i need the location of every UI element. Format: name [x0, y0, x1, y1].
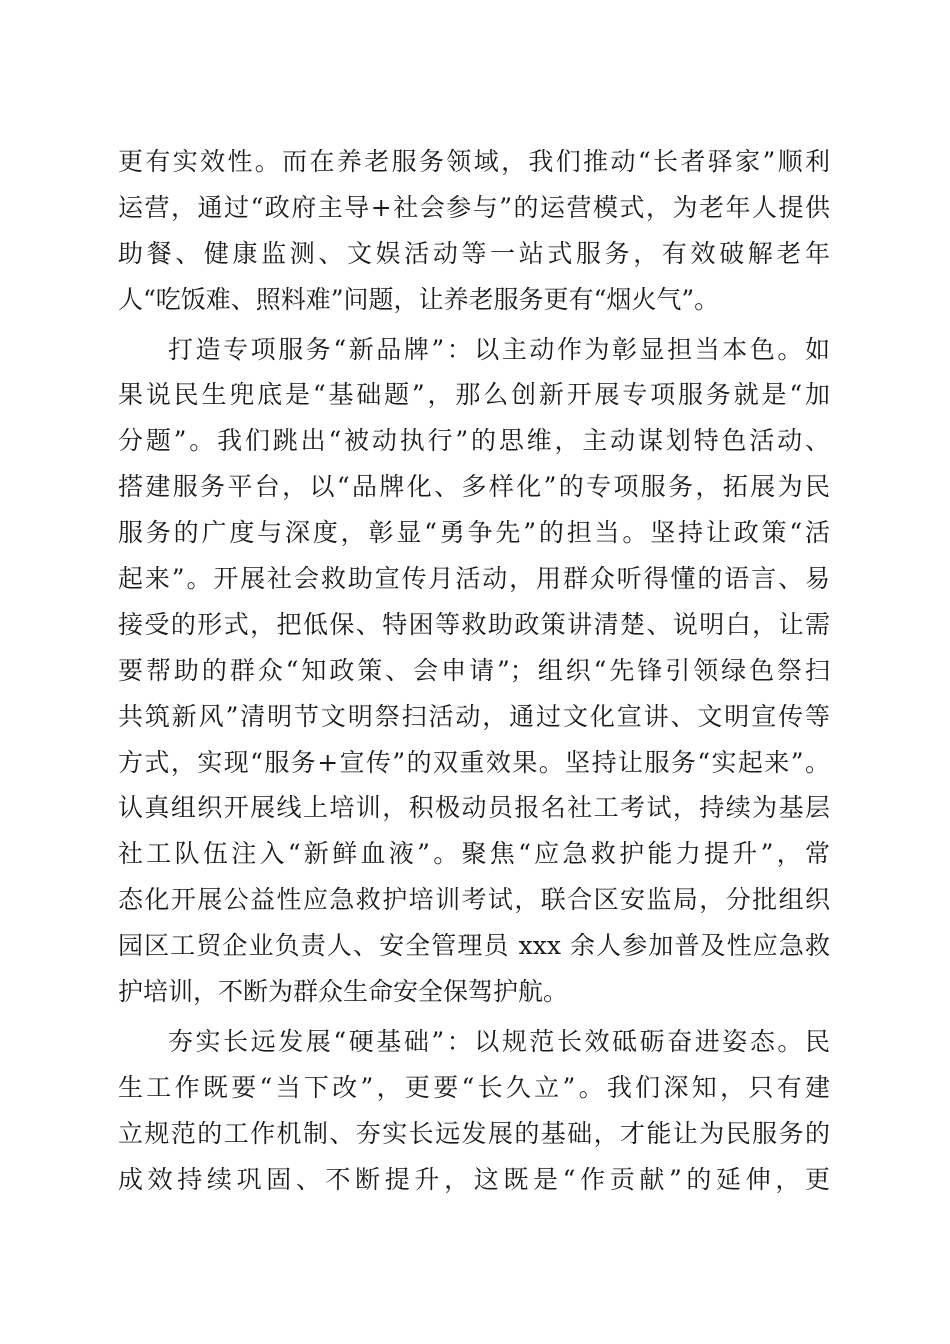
text-line: 社工队伍注入“新鲜血液”。聚焦“应急救护能力提升”，常	[118, 839, 830, 869]
text-line: 共筑新风”清明节文明祭扫活动，通过文化宣讲、文明宣传等	[118, 701, 830, 731]
text-line: 分题”。我们跳出“被动执行”的思维，主动谋划特色活动、	[118, 426, 830, 456]
text-line: 果说民生兜底是“基础题”，那么创新开展专项服务就是“加	[118, 380, 830, 410]
text-line: 更有实效性。而在养老服务领域，我们推动“长者驿家”顺利	[118, 147, 830, 176]
text-line: 认真组织开展线上培训，积极动员报名社工考试，持续为基层	[118, 793, 830, 823]
text-line: 夯实长远发展“硬基础”：以规范长效砥砺奋进姿态。民	[168, 1026, 830, 1056]
paragraph-long-term-foundation	[118, 1019, 830, 1203]
text-line: 园区工贸企业负责人、安全管理员 xxx 余人参加普及性应急救	[118, 931, 830, 961]
text-line: 服务的广度与深度，彰显“勇争先”的担当。坚持让政策“活	[118, 518, 830, 548]
paragraph-special-services	[118, 327, 830, 1015]
text-line: 态化开展公益性应急救护培训考试，联合区安监局，分批组织	[118, 885, 830, 915]
text-line: 运营，通过“政府主导+社会参与”的运营模式，为老年人提供	[118, 192, 830, 222]
paragraph-elder-care	[118, 139, 830, 323]
text-line: 护培训，不断为群众生命安全保驾护航。	[118, 977, 569, 1007]
text-line: 成效持续巩固、不断提升，这既是“作贡献”的延伸，更	[118, 1164, 830, 1194]
text-line: 要帮助的群众“知政策、会申请”；组织“先锋引领绿色祭扫	[118, 655, 830, 685]
text-line: 立规范的工作机制、夯实长远发展的基础，才能让为民服务的	[118, 1118, 830, 1148]
text-line: 搭建服务平台，以“品牌化、多样化”的专项服务，拓展为民	[118, 472, 830, 502]
text-line: 打造专项服务“新品牌”：以主动作为彰显担当本色。如	[168, 334, 830, 364]
text-line: 人“吃饭难、照料难”问题，让养老服务更有“烟火气”。	[118, 284, 720, 314]
document-body	[118, 139, 830, 1202]
text-line: 起来”。开展社会救助宣传月活动，用群众听得懂的语言、易	[118, 564, 830, 594]
text-line: 生工作既要“当下改”，更要“长久立”。我们深知，只有建	[118, 1072, 830, 1102]
text-line: 方式，实现“服务+宣传”的双重效果。坚持让服务“实起来”。	[118, 747, 830, 777]
text-line: 接受的形式，把低保、特困等救助政策讲清楚、说明白，让需	[118, 609, 830, 639]
text-line: 助餐、健康监测、文娱活动等一站式服务，有效破解老年	[118, 238, 830, 268]
